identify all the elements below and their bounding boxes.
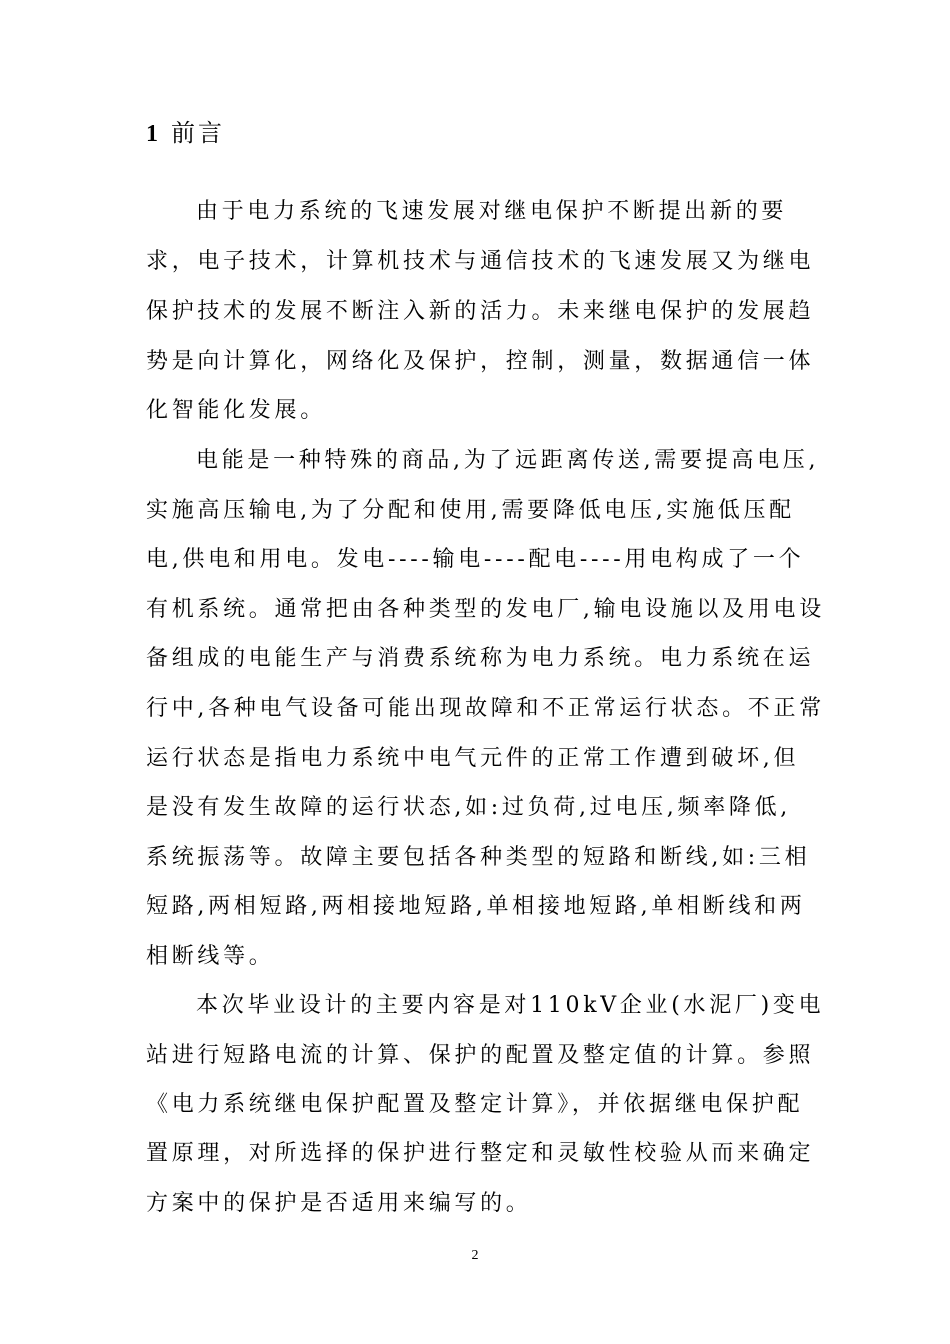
paragraph-3-line-3: 《电力系统继电保护配置及整定计算》，并依据继电保护配: [146, 1092, 804, 1117]
section-number: 1: [146, 121, 161, 147]
paragraph-1-line-1: 由于电力系统的飞速发展对继电保护不断提出新的要: [196, 199, 788, 224]
paragraph-1-line-4: 势是向计算化，网络化及保护，控制，测量，数据通信一体: [146, 349, 815, 374]
paragraph-1-line-3: 保护技术的发展不断注入新的活力。未来继电保护的发展趋: [146, 299, 815, 324]
section-title: 前言: [171, 119, 225, 147]
paragraph-3-line-1: 本次毕业设计的主要内容是对110kV企业(水泥厂)变电: [196, 993, 825, 1018]
paragraph-2-line-9: 系统振荡等。故障主要包括各种类型的短路和断线,如:三相: [146, 845, 811, 870]
paragraph-2-line-3: 电,供电和用电。发电----输电----配电----用电构成了一个: [146, 547, 805, 572]
paragraph-2-line-10: 短路,两相短路,两相接地短路,单相接地短路,单相断线和两: [146, 894, 806, 919]
paragraph-2-line-8: 是没有发生故障的运行状态,如:过负荷,过电压,频率降低,: [146, 795, 791, 820]
paragraph-2-line-7: 运行状态是指电力系统中电气元件的正常工作遭到破坏,但: [146, 746, 800, 771]
paragraph-2-line-1: 电能是一种特殊的商品,为了远距离传送,需要提高电压,: [196, 448, 820, 473]
section-heading: [146, 113, 225, 154]
paragraph-1-line-2: 求，电子技术，计算机技术与通信技术的飞速发展又为继电: [146, 249, 815, 274]
paragraph-3-line-5: 方案中的保护是否适用来编写的。: [146, 1191, 532, 1216]
paragraph-2-line-6: 行中,各种电气设备可能出现故障和不正常运行状态。不正常: [146, 696, 825, 721]
page-number: 2: [471, 1248, 479, 1263]
paragraph-3-line-4: 置原理，对所选择的保护进行整定和灵敏性校验从而来确定: [146, 1141, 815, 1166]
paragraph-2-line-2: 实施高压输电,为了分配和使用,需要降低电压,实施低压配: [146, 498, 795, 523]
paragraph-3-line-2: 站进行短路电流的计算、保护的配置及整定值的计算。参照: [146, 1043, 815, 1068]
paragraph-2-line-11: 相断线等。: [146, 944, 275, 969]
paragraph-2-line-4: 有机系统。通常把由各种类型的发电厂,输电设施以及用电设: [146, 597, 825, 622]
paragraph-2-line-5: 备组成的电能生产与消费系统称为电力系统。电力系统在运: [146, 646, 815, 671]
paragraph-1-line-5: 化智能化发展。: [146, 398, 326, 423]
